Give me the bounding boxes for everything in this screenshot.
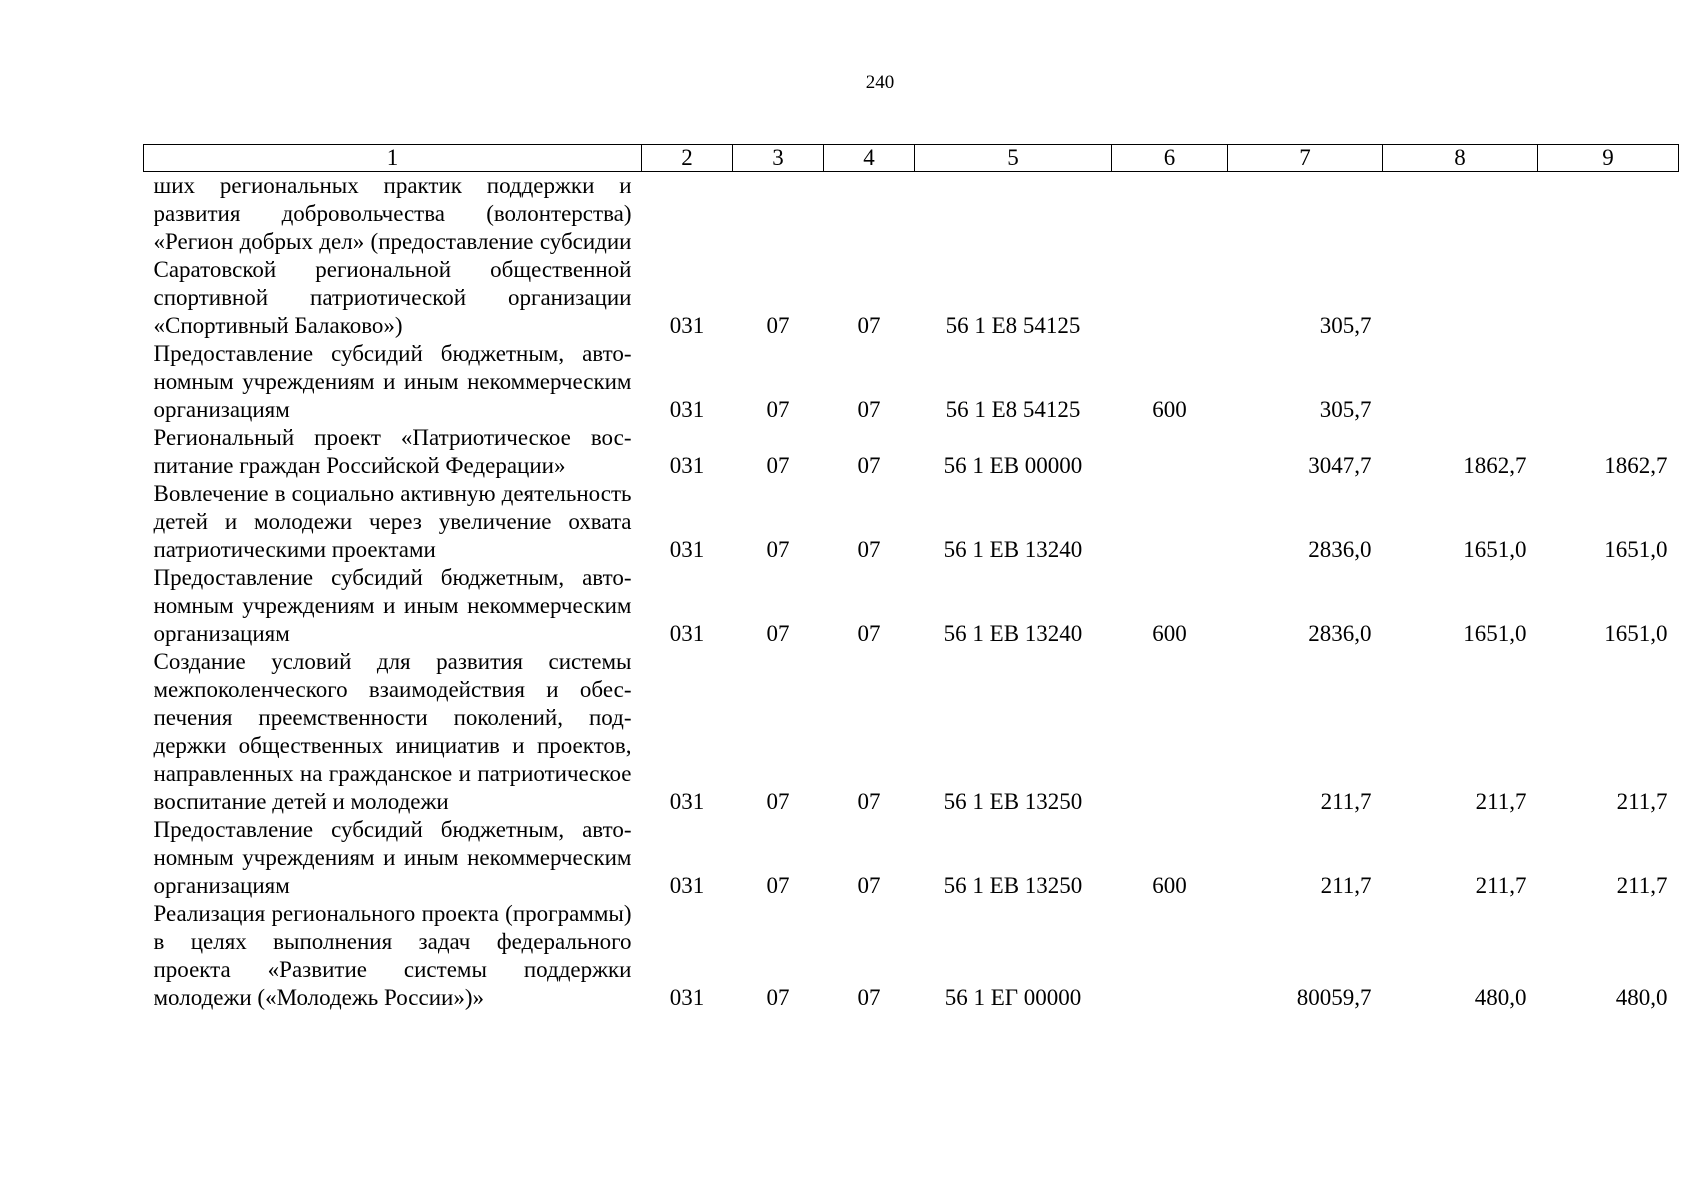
header-cell-4: 4 <box>824 145 915 172</box>
row-expense-type: 600 <box>1152 621 1187 646</box>
row-sum-3: 1651,0 <box>1604 537 1668 562</box>
table-row <box>144 480 1679 564</box>
table-row <box>144 816 1679 900</box>
row-name: Предоставление субсидий бюджетным, автономным учреждениям и иным некоммерческим организациям <box>153 565 632 646</box>
header-cell-8: 8 <box>1383 145 1538 172</box>
row-ministry: 031 <box>669 397 705 422</box>
row-subsection: 07 <box>857 789 881 814</box>
table-body <box>144 172 1679 1013</box>
row-sum-3 <box>1538 172 1679 341</box>
row-expense-type <box>1112 900 1228 1012</box>
page-number: 240 <box>865 72 895 93</box>
row-sum-2 <box>1383 340 1538 424</box>
row-sum-3 <box>1538 340 1679 424</box>
table-header <box>144 145 1679 172</box>
header-cell-3: 3 <box>733 145 824 172</box>
header-cell-9: 9 <box>1538 145 1679 172</box>
row-sum-1: 305,7 <box>1319 313 1372 338</box>
row-expense-type <box>1112 480 1228 564</box>
row-ministry: 031 <box>669 313 705 338</box>
row-expense-type <box>1112 424 1228 480</box>
row-name: Реализация регионального проекта (программы) в целях выполнения задач федерального проекта «Развитие системы поддержки молодежи («Молодежь России»)» <box>153 901 632 1010</box>
row-sum-1: 211,7 <box>1320 873 1372 898</box>
row-section: 07 <box>766 313 790 338</box>
header-cell-5: 5 <box>915 145 1112 172</box>
row-name: Предоставление субсидий бюджетным, автономным учреждениям и иным некоммерческим организациям <box>153 341 632 422</box>
row-ministry: 031 <box>669 985 705 1010</box>
row-ministry: 031 <box>669 537 705 562</box>
row-target: 56 1 EB 13250 <box>943 789 1083 814</box>
row-expense-type: 600 <box>1152 873 1187 898</box>
row-subsection: 07 <box>857 537 881 562</box>
table-row <box>144 648 1679 816</box>
row-target: 56 1 E8 54125 <box>945 397 1081 422</box>
row-subsection: 07 <box>857 621 881 646</box>
row-ministry: 031 <box>669 621 705 646</box>
row-ministry: 031 <box>669 873 705 898</box>
row-sum-2: 480,0 <box>1474 985 1527 1010</box>
row-name: Создание условий для развития системы межпоколенческого взаимодействия и обеспечения преемственности поколений, поддержки общественных инициатив и проектов, направленных на гражданское и патриотическое воспитание детей и молодежи <box>153 649 632 814</box>
table-row <box>144 564 1679 648</box>
header-row <box>144 145 1679 172</box>
row-sum-2: 1862,7 <box>1463 453 1527 478</box>
row-sum-3: 480,0 <box>1615 985 1668 1010</box>
row-target: 56 1 E8 54125 <box>945 313 1081 338</box>
row-subsection: 07 <box>857 873 881 898</box>
row-name: Вовлечение в социально активную деятельность детей и молодежи через увеличение охвата патриотическими проектами <box>153 481 632 562</box>
row-section: 07 <box>766 453 790 478</box>
row-sum-1: 2836,0 <box>1308 537 1372 562</box>
row-subsection: 07 <box>857 453 881 478</box>
row-sum-3: 211,7 <box>1616 873 1668 898</box>
row-sum-2 <box>1383 172 1538 341</box>
row-sum-2: 1651,0 <box>1463 537 1527 562</box>
row-expense-type: 600 <box>1152 397 1187 422</box>
row-name: ших региональных практик поддержки и развития добровольчества (волонтерства) «Регион добрых дел» (предоставление субсидии Саратовской региональной общественной спортивной патриотической организации «Спортивный Балаково») <box>153 173 632 338</box>
row-sum-3: 1651,0 <box>1604 621 1668 646</box>
row-sum-1: 3047,7 <box>1308 453 1372 478</box>
row-target: 56 1 EB 13240 <box>943 537 1083 562</box>
header-cell-6: 6 <box>1112 145 1228 172</box>
row-subsection: 07 <box>857 313 881 338</box>
row-sum-1: 305,7 <box>1319 397 1372 422</box>
row-sum-3: 1862,7 <box>1604 453 1668 478</box>
row-sum-2: 1651,0 <box>1463 621 1527 646</box>
header-cell-7: 7 <box>1228 145 1383 172</box>
row-ministry: 031 <box>669 453 705 478</box>
header-cell-2: 2 <box>642 145 733 172</box>
row-ministry: 031 <box>669 789 705 814</box>
budget-table <box>143 144 1679 1012</box>
row-target: 56 1 EB 00000 <box>943 453 1083 478</box>
row-sum-1: 2836,0 <box>1308 621 1372 646</box>
row-subsection: 07 <box>857 397 881 422</box>
row-sum-2: 211,7 <box>1475 873 1527 898</box>
row-section: 07 <box>766 621 790 646</box>
row-target: 56 1 EB 13240 <box>943 621 1083 646</box>
row-section: 07 <box>766 789 790 814</box>
row-name: Предоставление субсидий бюджетным, автономным учреждениям и иным некоммерческим организациям <box>153 817 632 898</box>
row-section: 07 <box>766 873 790 898</box>
table-row <box>144 172 1679 341</box>
row-section: 07 <box>766 985 790 1010</box>
table-row <box>144 340 1679 424</box>
row-sum-2: 211,7 <box>1475 789 1527 814</box>
row-target: 56 1 EГ 00000 <box>944 985 1082 1010</box>
row-section: 07 <box>766 537 790 562</box>
row-sum-3: 211,7 <box>1616 789 1668 814</box>
row-expense-type <box>1112 172 1228 341</box>
row-target: 56 1 EB 13250 <box>943 873 1083 898</box>
header-cell-1: 1 <box>144 145 642 172</box>
table-row <box>144 424 1679 480</box>
row-subsection: 07 <box>857 985 881 1010</box>
row-sum-1: 211,7 <box>1320 789 1372 814</box>
row-section: 07 <box>766 397 790 422</box>
row-name: Региональный проект «Патриотическое воспитание граждан Российской Федерации» <box>153 425 632 478</box>
row-expense-type <box>1112 648 1228 816</box>
row-sum-1: 80059,7 <box>1296 985 1372 1010</box>
table-row <box>144 900 1679 1012</box>
